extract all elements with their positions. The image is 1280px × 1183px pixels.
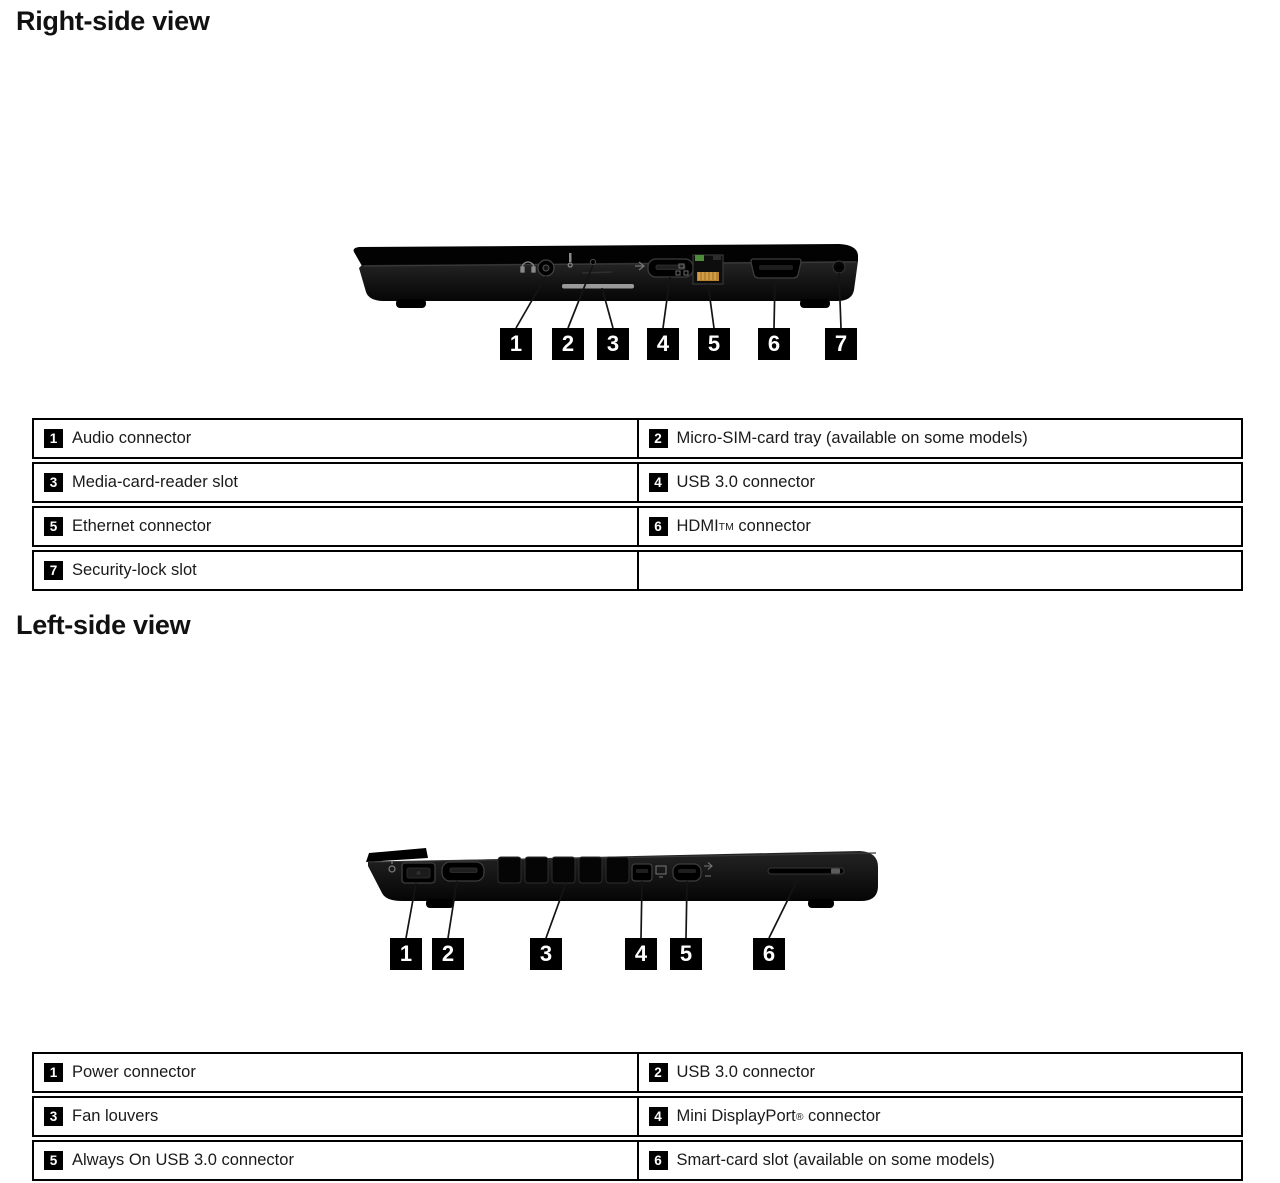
callout-4: 4 (647, 328, 679, 360)
table-row (32, 418, 1245, 459)
ethernet-port (693, 255, 723, 284)
table-cell-micro-sim-tray: 2 Micro-SIM-card tray (available on some models) (637, 418, 1244, 459)
num-badge: 4 (649, 473, 668, 492)
num-badge: 1 (44, 429, 63, 448)
callout-1: 1 (390, 938, 422, 970)
callout-2: 2 (552, 328, 584, 360)
usb3-port (648, 259, 693, 277)
num-badge: 4 (649, 1107, 668, 1126)
num-badge: 3 (44, 1107, 63, 1126)
table-cell-usb3-connector: 2 USB 3.0 connector (637, 1052, 1244, 1093)
callout-6: 6 (753, 938, 785, 970)
table-cell-security-lock-slot: 7 Security-lock slot (32, 550, 639, 591)
table-cell-empty (637, 550, 1244, 591)
table-cell-always-on-usb: 5 Always On USB 3.0 connector (32, 1140, 639, 1181)
callout-6: 6 (758, 328, 790, 360)
hdmi-port (751, 259, 801, 278)
right-side-heading: Right-side view (16, 6, 210, 36)
num-badge: 5 (44, 1151, 63, 1170)
callout-4: 4 (625, 938, 657, 970)
table-cell-smart-card-slot: 6 Smart-card slot (available on some models) (637, 1140, 1244, 1181)
table-cell-audio-connector: 1 Audio connector (32, 418, 639, 459)
table-row (32, 462, 1245, 503)
callout-2: 2 (432, 938, 464, 970)
left-side-heading: Left-side view (16, 610, 191, 640)
num-badge: 6 (649, 1151, 668, 1170)
num-badge: 6 (649, 517, 668, 536)
callout-3: 3 (597, 328, 629, 360)
callout-5: 5 (670, 938, 702, 970)
num-badge: 3 (44, 473, 63, 492)
callout-3: 3 (530, 938, 562, 970)
table-cell-media-card-reader: 3 Media-card-reader slot (32, 462, 639, 503)
table-cell-ethernet-connector: 5 Ethernet connector (32, 506, 639, 547)
fan-louvers (498, 857, 629, 883)
power-port (402, 863, 435, 883)
table-cell-hdmi-connector: 6 HDMI TM connector (637, 506, 1244, 547)
always-on-usb-port (673, 864, 701, 881)
num-badge: 5 (44, 517, 63, 536)
right-side-figure (350, 228, 870, 368)
mini-displayport (632, 864, 652, 881)
table-cell-power-connector: 1 Power connector (32, 1052, 639, 1093)
num-badge: 7 (44, 561, 63, 580)
smart-card-icon (831, 869, 840, 874)
callout-7: 7 (825, 328, 857, 360)
left-ports-table (32, 1052, 1245, 1183)
table-row (32, 1096, 1245, 1137)
table-row (32, 506, 1245, 547)
audio-jack-port (538, 260, 554, 276)
left-side-figure (360, 838, 890, 978)
usb3-port (442, 862, 484, 881)
callout-5: 5 (698, 328, 730, 360)
num-badge: 2 (649, 1063, 668, 1082)
num-badge: 2 (649, 429, 668, 448)
table-row (32, 550, 1245, 591)
table-row (32, 1052, 1245, 1093)
table-cell-mini-displayport: 4 Mini DisplayPort ® connector (637, 1096, 1244, 1137)
table-cell-fan-louvers: 3 Fan louvers (32, 1096, 639, 1137)
smart-card-slot (768, 868, 844, 874)
callout-1: 1 (500, 328, 532, 360)
right-ports-table (32, 418, 1245, 594)
table-cell-usb3-connector: 4 USB 3.0 connector (637, 462, 1244, 503)
security-lock-slot (833, 261, 845, 273)
num-badge: 1 (44, 1063, 63, 1082)
media-card-slot (562, 284, 634, 289)
table-row (32, 1140, 1245, 1181)
